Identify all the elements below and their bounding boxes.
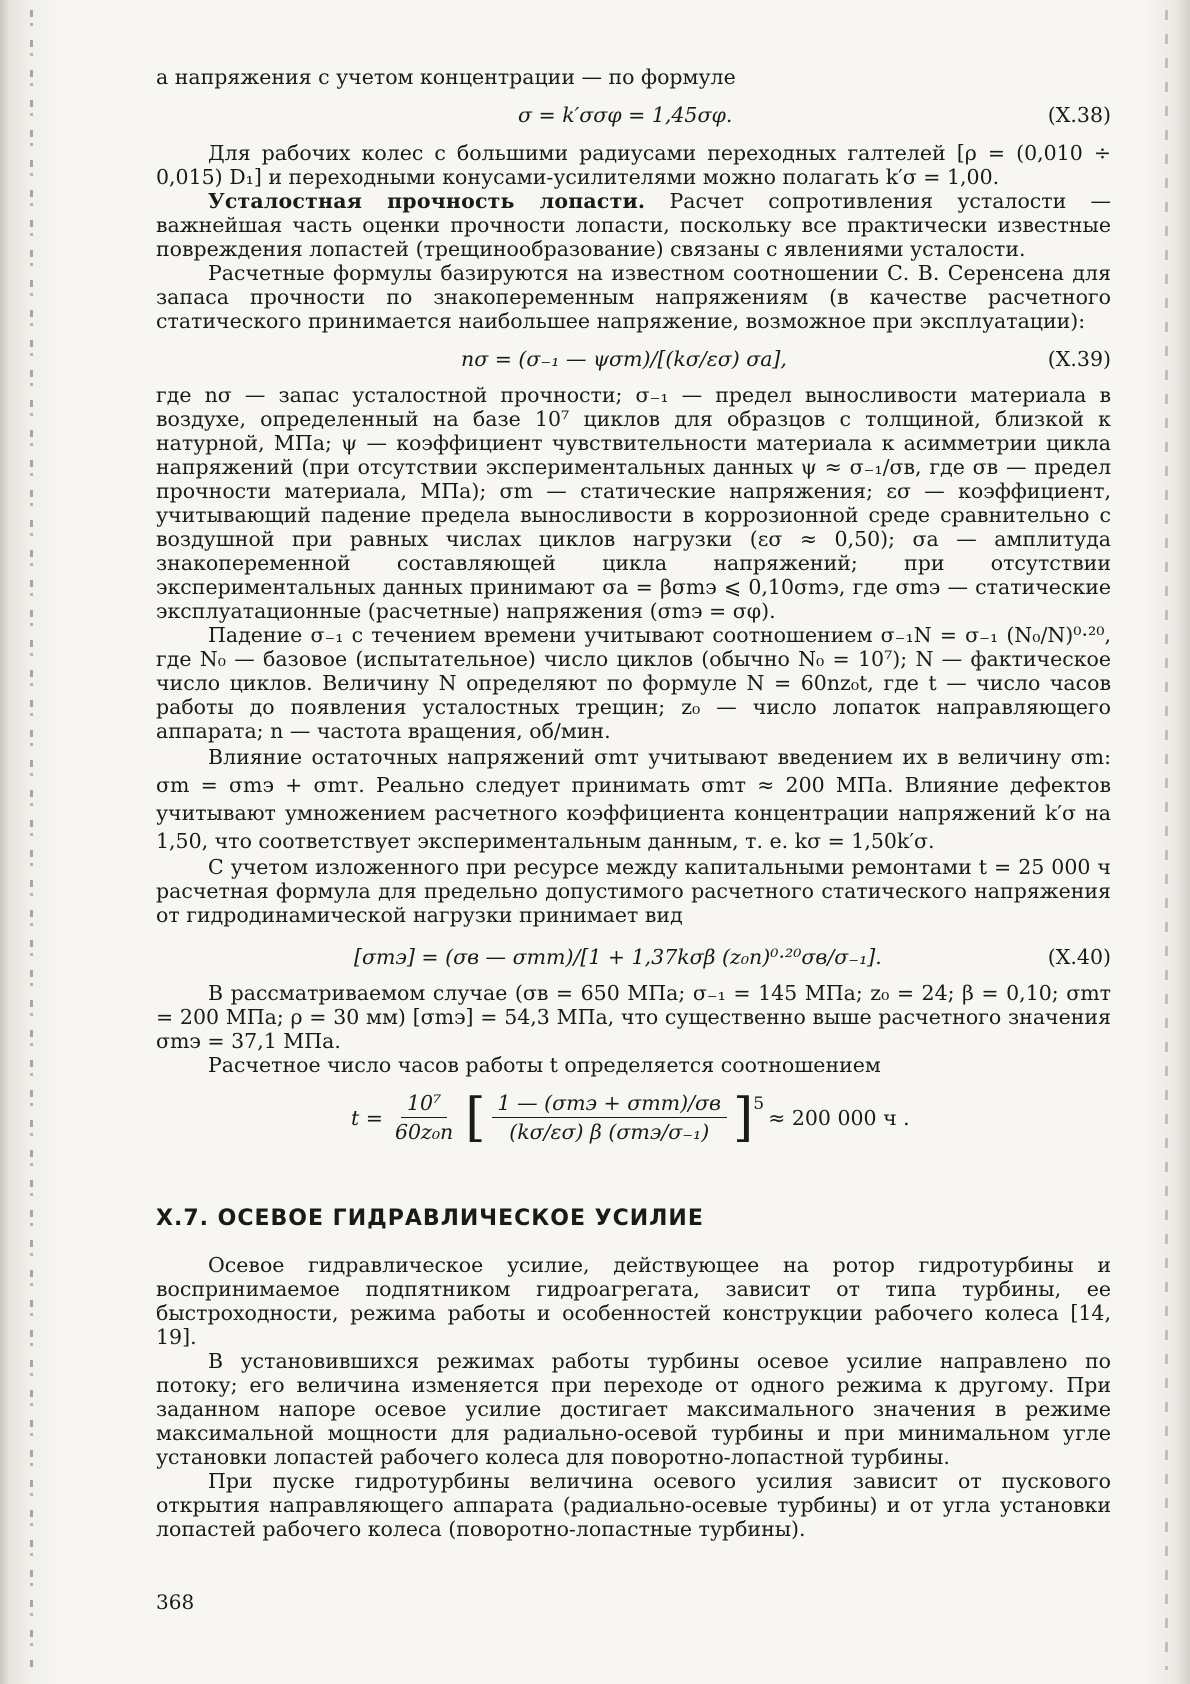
page-body	[156, 65, 1111, 1541]
formula-hours	[156, 1087, 1111, 1179]
paragraph-axial-modes: В установившихся режимах работы турбины осевое усилие направлено по потоку; его величина изменяется при переходе от одного режима к другому. При заданном напоре осевое усилие достигает максимального значения в режиме максимальной мощности для радиально-осевой турбины и при минимальном угле установки лопастей рабочего колеса для поворотно-лопастной турбины.	[156, 1349, 1111, 1469]
formula-x39-number: (X.39)	[1047, 347, 1111, 371]
formula-x38-number: (X.38)	[1047, 103, 1111, 127]
formula-x40-number: (X.40)	[1047, 945, 1111, 969]
paragraph-fatigue-heading: Усталостная прочность лопасти.	[208, 189, 646, 213]
formula-hours-numerator-2: 1 — (σmэ + σmт)/σв	[492, 1091, 727, 1118]
paragraph-resource: С учетом изложенного при ресурсе между капитальными ремонтами t = 25 000 ч расчетная формула для предельно допустимого расчетного статического напряжения от гидродинамической нагрузки принимает вид	[156, 855, 1111, 927]
paragraph-serensen: Расчетные формулы базируются на известном соотношении С. В. Серенсена для запаса прочности по знакопеременным напряжениям (в качестве расчетного статического принимается наибольшее напряжение, возможное при эксплуатации):	[156, 261, 1111, 333]
formula-hours-numerator-1: 10⁷	[401, 1091, 447, 1118]
paragraph-hours: Расчетное число часов работы t определяется соотношением	[208, 1053, 881, 1077]
formula-x38	[156, 95, 1111, 135]
scan-right-edge	[1142, 0, 1190, 1684]
formula-hours-denominator-1: 60z₀n	[394, 1120, 454, 1144]
paragraph-axial-intro: Осевое гидравлическое усилие, действующее на ротор гидротурбины и воспринимаемое подпятником гидроагрегата, зависит от типа турбины, ее быстроходности, режима работы и особенностей конструкции рабочего колеса [14, 19].	[156, 1253, 1111, 1349]
paragraph-axial-start: При пуске гидротурбины величина осевого усилия зависит от пускового открытия направляющего аппарата (радиально-осевые турбины) и от угла установки лопастей рабочего колеса (поворотно-лопастные турбины).	[156, 1469, 1111, 1541]
paragraph-fatigue-body: Расчет сопротивления усталости — важнейшая часть оценки прочности лопасти, поскольку все практически известные повреждения лопастей (трещинообразование) связаны с явлениями усталости.	[156, 189, 1111, 261]
paragraph-fatigue	[156, 189, 1111, 261]
formula-hours-rhs: ≈ 200 000 ч .	[768, 1105, 910, 1130]
formula-x39-expression: nσ = (σ₋₁ — ψσm)/[(kσ/εσ) σa],	[461, 347, 787, 371]
paragraph-galtel: Для рабочих колес с большими радиусами переходных галтелей [ρ = (0,010 ÷ 0,015) D₁] и переходными конусами-усилителями можно полагать k′σ = 1,00.	[156, 141, 1111, 189]
left-bracket-glyph: [	[465, 1087, 486, 1148]
formula-hours-fraction-1	[389, 1091, 459, 1144]
formula-hours-denominator-2: (kσ/εσ) β (σmэ/σ₋₁)	[509, 1120, 710, 1144]
section-heading: X.7. ОСЕВОЕ ГИДРАВЛИЧЕСКОЕ УСИЛИЕ	[156, 1206, 704, 1231]
formula-hours-lhs: t =	[351, 1105, 383, 1130]
formula-hours-fraction-2	[492, 1091, 727, 1144]
scan-left-edge	[0, 0, 62, 1684]
page-number: 368	[156, 1590, 195, 1614]
formula-x38-expression: σ = k′σσφ = 1,45σφ.	[518, 103, 733, 127]
paragraph-residual: Влияние остаточных напряжений σmт учитывают введением их в величину σm: σm = σmэ + σmт. Реально следует принимать σmт ≈ 200 МПа. Влияние дефектов учитывают умножением расчетного коэффициента концентрации напряжений k′σ на 1,50, что соответствует экспериментальным данным, т. е. kσ = 1,50k′σ.	[156, 745, 1111, 853]
right-bracket-glyph: ]	[732, 1087, 754, 1148]
formula-x39	[156, 339, 1111, 379]
formula-x40-expression: [σmэ] = (σв — σmт)/[1 + 1,37kσβ (z₀n)⁰·²⁰σв/σ₋₁].	[354, 945, 882, 969]
formula-hours-exponent: 5	[753, 1093, 765, 1114]
intro-line: а напряжения с учетом концентрации — по формуле	[156, 65, 736, 89]
paragraph-decline: Падение σ₋₁ с течением времени учитывают соотношением σ₋₁N = σ₋₁ (N₀/N)⁰·²⁰, где N₀ — базовое (испытательное) число циклов (обычно N₀ = 10⁷); N — фактическое число циклов. Величину N определяют по формуле N = 60nz₀t, где t — число часов работы до появления усталостных трещин; z₀ — число лопаток направляющего аппарата; n — частота вращения, об/мин.	[156, 623, 1111, 743]
paragraph-definitions: где nσ — запас усталостной прочности; σ₋₁ — предел выносливости материала в воздухе, определенный на базе 10⁷ циклов для образцов с толщиной, близкой к натурной, МПа; ψ — коэффициент чувствительности материала к асимметрии цикла напряжений (при отсутствии экспериментальных данных ψ ≈ σ₋₁/σв, где σв — предел прочности материала, МПа); σm — статические напряжения; εσ — коэффициент, учитывающий падение предела выносливости в коррозионной среде сравнительно с воздушной при равных числах циклов нагрузки (εσ ≈ 0,50); σa — амплитуда знакопеременной составляющей цикла напряжений; при отсутствии экспериментальных данных принимают σa = βσmэ ⩽ 0,10σmэ, где σmэ — статические эксплуатационные (расчетные) напряжения (σmэ = σφ).	[156, 383, 1111, 623]
formula-x40	[156, 937, 1111, 977]
paragraph-case: В рассматриваемом случае (σв = 650 МПа; σ₋₁ = 145 МПа; z₀ = 24; β = 0,10; σmт = 200 МПа; ρ = 30 мм) [σmэ] = 54,3 МПа, что существенно выше расчетного значения σmэ = 37,1 МПа.	[156, 981, 1111, 1053]
